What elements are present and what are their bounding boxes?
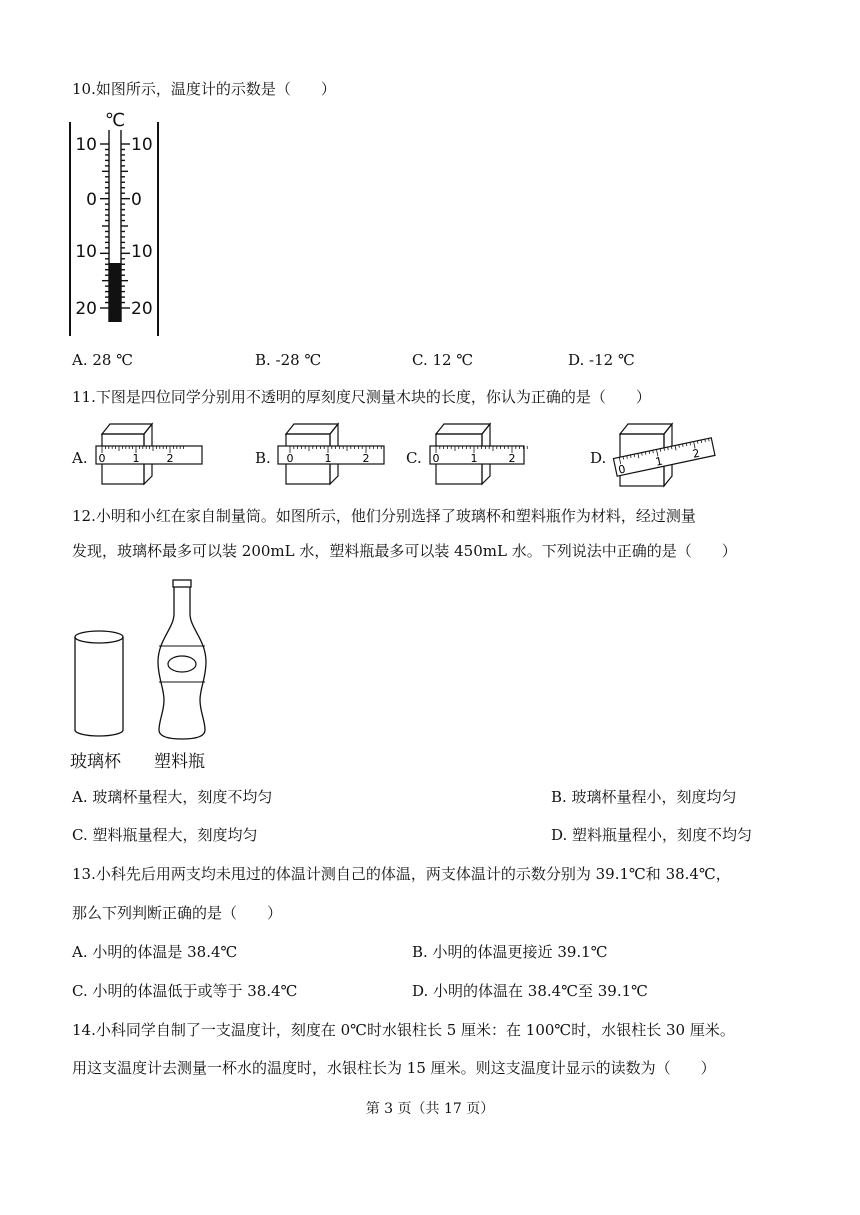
q12-stem-line2: 发现，玻璃杯最多可以装 200mL 水，塑料瓶最多可以装 450mL 水。下列说法中正确的是（ ） — [72, 542, 737, 560]
q10-option-d: D. -12 ℃ — [568, 351, 635, 369]
right-label-neg10: 10 — [131, 242, 153, 262]
ruler-d-mark-2: 2 — [691, 446, 702, 461]
thermometer-figure — [64, 108, 168, 338]
ruler-b-mark-1: 1 — [324, 452, 332, 465]
q13-option-d: D. 小明的体温在 38.4℃至 39.1℃ — [412, 982, 648, 1000]
ruler-d-mark-1: 1 — [654, 454, 664, 469]
q14-stem-line2: 用这支温度计去测量一杯水的温度时，水银柱长为 15 厘米。则这支温度计显示的读数为（ ） — [72, 1059, 716, 1077]
unit-label: ℃ — [104, 110, 126, 131]
left-label-neg20: 20 — [75, 299, 97, 319]
page-footer: 第 3 页（共 17 页） — [365, 1101, 495, 1117]
right-label-10: 10 — [131, 135, 153, 155]
q12-option-a: A. 玻璃杯量程大，刻度不均匀 — [72, 788, 273, 806]
q12-option-d: D. 塑料瓶量程小，刻度不均匀 — [551, 826, 753, 844]
glass-cup-label: 玻璃杯 — [70, 752, 121, 772]
left-label-neg10: 10 — [75, 242, 97, 262]
left-label-0: 0 — [86, 190, 97, 210]
plastic-bottle-icon — [154, 578, 210, 742]
q11-option-b: B. — [255, 449, 271, 467]
q10-stem: 10.如图所示，温度计的示数是（ ） — [72, 80, 336, 98]
ruler-a-mark-1: 1 — [132, 452, 140, 465]
q13-stem-line2: 那么下列判断正确的是（ ） — [72, 904, 283, 922]
ruler-figure-c — [428, 418, 528, 486]
right-label-neg20: 20 — [131, 299, 153, 319]
q14-stem-line1: 14.小科同学自制了一支温度计，刻度在 0℃时水银柱长 5 厘米：在 100℃时，水银柱长 30 厘米。 — [72, 1021, 735, 1039]
q10-option-a: A. 28 ℃ — [72, 351, 134, 369]
q11-option-c: C. — [406, 449, 422, 467]
right-label-0: 0 — [131, 190, 142, 210]
ruler-a-mark-2: 2 — [166, 452, 174, 465]
ruler-c-mark-1: 1 — [470, 452, 478, 465]
q12-option-c: C. 塑料瓶量程大，刻度均匀 — [72, 826, 258, 844]
q10-option-b: B. -28 ℃ — [255, 351, 322, 369]
mercury-column — [109, 263, 121, 322]
glass-cup-icon — [72, 628, 126, 740]
left-label-10: 10 — [75, 135, 97, 155]
q11-stem: 11.下图是四位同学分别用不透明的厚刻度尺测量木块的长度，你认为正确的是（ ） — [72, 388, 651, 406]
q12-stem-line1: 12.小明和小红在家自制量筒。如图所示，他们分别选择了玻璃杯和塑料瓶作为材料，经过测量 — [72, 507, 696, 525]
ruler-d-mark-0: 0 — [617, 462, 627, 477]
ruler-c-mark-2: 2 — [508, 452, 516, 465]
q13-stem-line1: 13.小科先后用两支均未甩过的体温计测自己的体温，两支体温计的示数分别为 39.1℃和 38.4℃， — [72, 865, 731, 883]
ruler-figure-b — [276, 418, 388, 486]
ruler-a-mark-0: 0 — [98, 452, 106, 465]
ruler-b-mark-2: 2 — [362, 452, 370, 465]
q12-option-b: B. 玻璃杯量程小，刻度均匀 — [551, 788, 737, 806]
ruler-c-mark-0: 0 — [432, 452, 440, 465]
q13-option-a: A. 小明的体温是 38.4℃ — [72, 943, 238, 961]
q13-option-c: C. 小明的体温低于或等于 38.4℃ — [72, 982, 298, 1000]
q13-option-b: B. 小明的体温更接近 39.1℃ — [412, 943, 608, 961]
plastic-bottle-label: 塑料瓶 — [154, 752, 205, 772]
q11-option-a: A. — [72, 449, 88, 467]
ruler-figure-d — [612, 416, 718, 488]
ruler-figure-a — [94, 418, 206, 486]
q10-option-c: C. 12 ℃ — [412, 351, 474, 369]
ruler-b-mark-0: 0 — [286, 452, 294, 465]
q11-option-d: D. — [590, 449, 607, 467]
